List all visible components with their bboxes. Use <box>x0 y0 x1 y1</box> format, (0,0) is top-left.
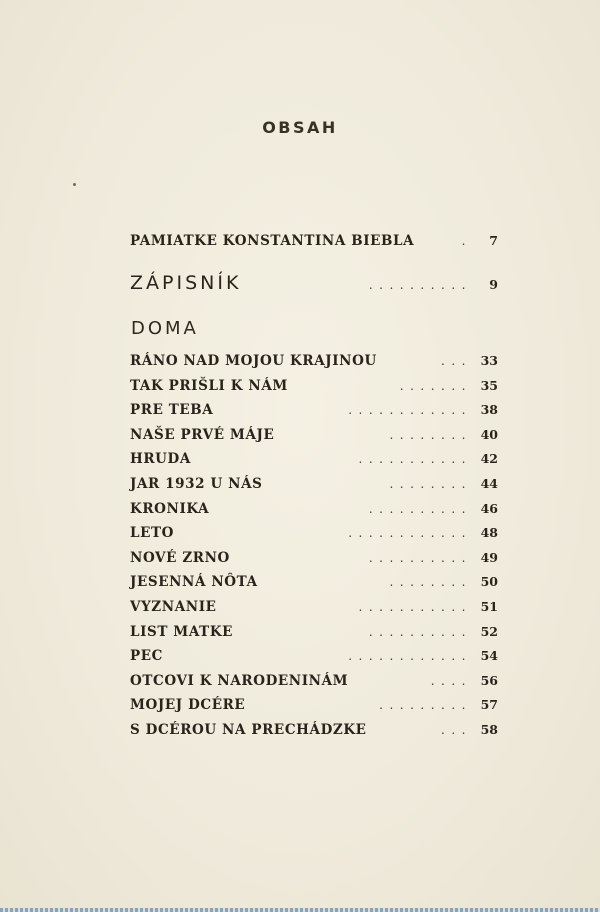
toc-page-number: 42 <box>480 451 498 466</box>
toc-entry <box>130 353 498 369</box>
toc-entry-label: JAR 1932 U NÁS <box>130 476 263 492</box>
toc-entry <box>130 574 498 590</box>
toc-entry <box>130 427 498 443</box>
toc-entry <box>130 624 498 640</box>
toc-entry-label: LETO <box>130 525 174 541</box>
toc-entry <box>130 722 498 738</box>
dot-leader: ............ <box>348 649 472 663</box>
toc-entry-label: RÁNO NAD MOJOU KRAJINOU <box>130 353 377 369</box>
dot-leader: ............ <box>348 526 472 540</box>
toc-page-number: 44 <box>480 476 498 491</box>
toc-entry <box>130 550 498 566</box>
dot-leader: ............ <box>348 403 472 417</box>
toc-entry <box>130 599 498 615</box>
toc-page-number: 40 <box>480 427 498 442</box>
toc-entry-label: VYZNANIE <box>130 599 217 615</box>
toc-entry-label: HRUDA <box>130 451 191 467</box>
toc-entry-label: MOJEJ DCÉRE <box>130 697 246 713</box>
dot-leader: ......... <box>379 698 472 712</box>
toc-entry <box>130 476 498 492</box>
toc-entry-label: ZÁPISNÍK <box>130 272 242 294</box>
toc-page-number: 46 <box>480 501 498 516</box>
toc-entry <box>130 402 498 418</box>
toc-page-number: 9 <box>489 277 498 292</box>
toc-entry <box>130 233 498 249</box>
toc-entry-label: OTCOVI K NARODENINÁM <box>130 673 349 689</box>
toc-page-number: 50 <box>480 574 498 589</box>
dot-leader: .... <box>430 674 472 688</box>
toc-page-number: 57 <box>480 697 498 712</box>
paper-speck <box>73 183 76 186</box>
dot-leader: ........ <box>389 477 472 491</box>
toc-page-number: 54 <box>480 648 498 663</box>
toc-entry-label: PRE TEBA <box>130 402 214 418</box>
dot-leader: ....... <box>399 379 472 393</box>
dot-leader: .......... <box>368 278 472 292</box>
dot-leader: ........ <box>389 428 472 442</box>
toc-entry <box>130 272 498 294</box>
toc-entry <box>130 378 498 394</box>
dot-leader: . <box>461 234 472 248</box>
toc-entry-label: NAŠE PRVÉ MÁJE <box>130 427 275 443</box>
dot-leader: ........ <box>389 575 472 589</box>
toc-entry <box>130 697 498 713</box>
toc-page-number: 38 <box>480 402 498 417</box>
toc-page-number: 49 <box>480 550 498 565</box>
toc-entry-label: JESENNÁ NÔTA <box>130 574 258 590</box>
dot-leader: ... <box>441 723 472 737</box>
toc-page-number: 33 <box>480 353 498 368</box>
toc-entry-label: KRONIKA <box>130 501 210 517</box>
toc-entry <box>130 648 498 664</box>
toc-page-number: 35 <box>480 378 498 393</box>
toc-entry-label: PAMIATKE KONSTANTINA BIEBLA <box>130 233 415 249</box>
dot-leader: ........... <box>358 452 472 466</box>
page-title: OBSAH <box>262 118 338 137</box>
toc-entry-label: LIST MATKE <box>130 624 234 640</box>
toc-entry-label: TAK PRIŠLI K NÁM <box>130 378 288 394</box>
toc-entry <box>130 501 498 517</box>
toc-page-number: 56 <box>480 673 498 688</box>
toc-entry-label: NOVÉ ZRNO <box>130 550 230 566</box>
toc-page-number: 7 <box>489 233 498 248</box>
toc-page-number: 52 <box>480 624 498 639</box>
dot-leader: ... <box>441 354 472 368</box>
dot-leader: .......... <box>368 551 472 565</box>
toc-entry <box>130 451 498 467</box>
page-bottom-edge <box>0 908 600 912</box>
toc-entry <box>130 525 498 541</box>
section-heading: DOMA <box>131 318 199 339</box>
toc-page-number: 51 <box>480 599 498 614</box>
toc-entry <box>130 673 498 689</box>
toc-entry-label: S DCÉROU NA PRECHÁDZKE <box>130 722 367 738</box>
toc-entry-label: PEC <box>130 648 163 664</box>
toc-page-number: 48 <box>480 525 498 540</box>
dot-leader: .......... <box>368 625 472 639</box>
dot-leader: .......... <box>368 502 472 516</box>
dot-leader: ........... <box>358 600 472 614</box>
toc-page-number: 58 <box>480 722 498 737</box>
